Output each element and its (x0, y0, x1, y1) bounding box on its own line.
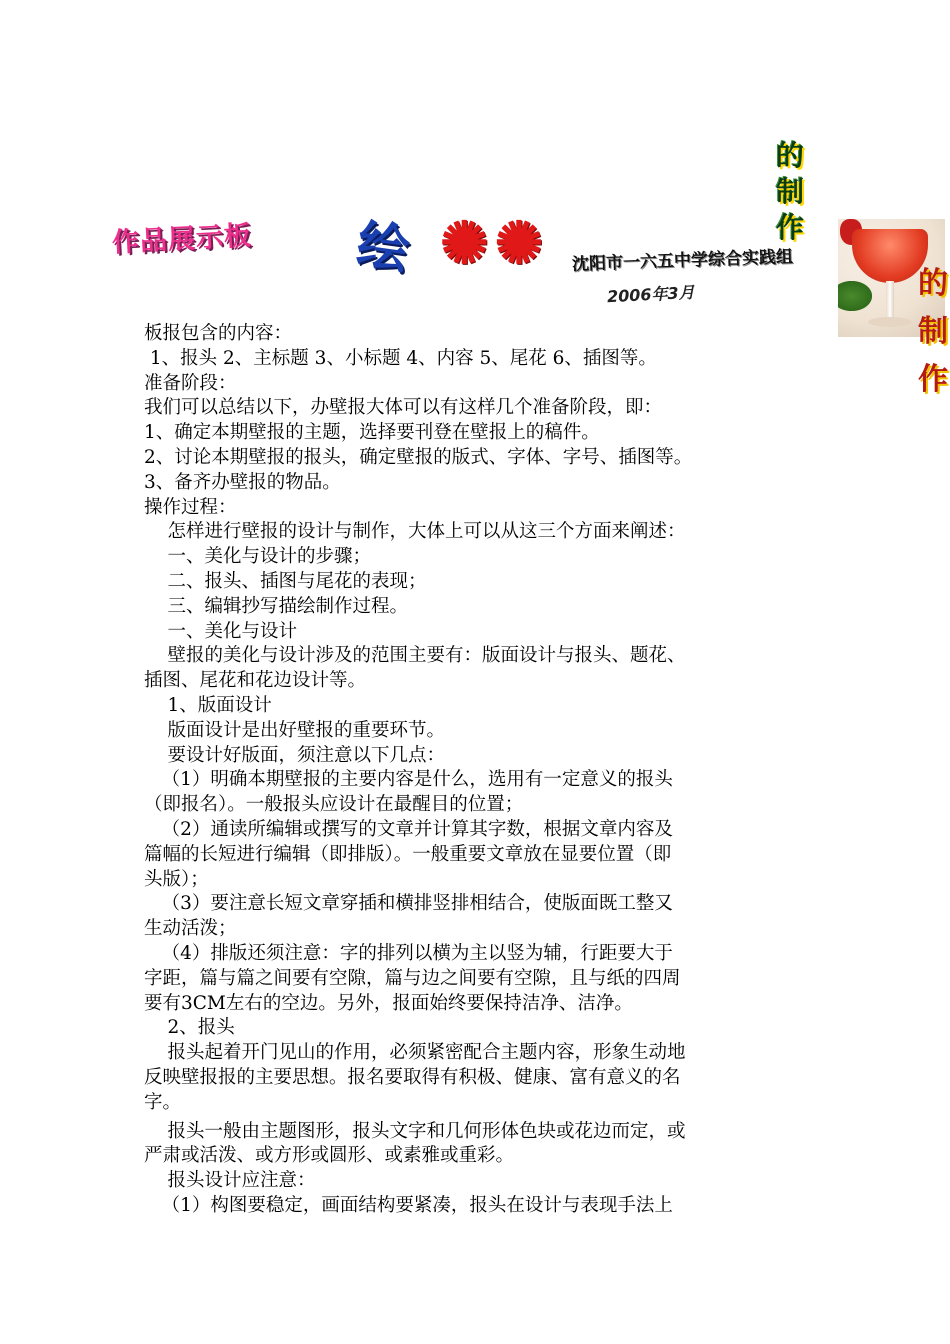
body-text-line: 插图、尾花和花边设计等。 (144, 670, 367, 692)
body-text-line: 准备阶段： (144, 372, 237, 394)
vertical-title-char: 的 (776, 139, 805, 172)
body-text-line: 头版）； (144, 868, 209, 890)
body-text-line: 报头设计应注意： (144, 1170, 316, 1192)
body-text-line: 一、美化与设计的步骤； (144, 546, 372, 568)
mint-leaf-icon (838, 281, 872, 311)
body-text-line: 2、报头 (144, 1017, 235, 1039)
body-text-line: 篇幅的长短进行编辑（即排版）。一般重要文章放在显要位置（即 (144, 843, 672, 865)
body-text-line: 一、美化与设计 (144, 620, 298, 642)
body-text-line: （即报名）。一般报头应设计在最醒目的位置； (144, 794, 524, 816)
body-text-line: 2、讨论本期壁报的报头，确定壁报的版式、字体、字号、插图等。 (144, 446, 693, 468)
body-text-line: 操作过程： (144, 496, 237, 518)
body-text-line: （1）明确本期壁报的主要内容是什么，选用有一定意义的报头 (144, 769, 673, 791)
body-text-line: 要有3CM左右的空边。另外，报面始终要保持洁净、洁净。 (144, 992, 633, 1014)
body-text-line: 3、备齐办壁报的物品。 (144, 471, 341, 493)
body-text-line: 三、编辑抄写描绘制作过程。 (144, 595, 409, 617)
body-text-line: 1、确定本期壁报的主题，选择要刊登在壁报上的稿件。 (144, 422, 600, 444)
body-text-line: 我们可以总结以下，办壁报大体可以有这样几个准备阶段，即： (144, 397, 663, 419)
body-text-line: 版面设计是出好壁报的重要环节。 (144, 719, 446, 741)
body-text-line: 1、报头 2、主标题 3、小标题 4、内容 5、尾花 6、插图等。 (144, 347, 657, 369)
body-text-line: 壁报的美化与设计涉及的范围主要有：版面设计与报头、题花、 (144, 645, 686, 667)
vertical-title-green (776, 138, 804, 246)
sun-flower-icons: ✺✺ (440, 209, 550, 277)
body-text-line: 字。 (144, 1091, 182, 1113)
glass-foot (868, 317, 912, 327)
body-text-line: 要设计好版面，须注意以下几点： (144, 744, 446, 766)
body-text-line: 严肃或活泼、或方形或圆形、或素雅或重彩。 (144, 1145, 515, 1167)
wordart-exhibition-board: 作品展示板 (111, 220, 253, 259)
body-text-line: （4）排版还须注意：字的排列以横为主以竖为辅，行距要大于 (144, 942, 673, 964)
body-text-line: 字距，篇与篇之间要有空隙，篇与边之间要有空隙，且与纸的四周 (144, 967, 681, 989)
vertical-title-char: 制 (776, 175, 805, 208)
body-text-line: 怎样进行壁报的设计与制作，大体上可以从这三个方面来阐述： (144, 521, 686, 543)
body-text-line: 报头起着开门见山的作用，必须紧密配合主题内容，形象生动地 (144, 1042, 686, 1064)
body-text-line: 1、版面设计 (144, 694, 272, 716)
vertical-title-char: 制 (918, 314, 948, 349)
body-text-line: 报头一般由主题图形，报头文字和几何形体色块或花边而定，或 (144, 1120, 686, 1142)
body-text-line: 二、报头、插图与尾花的表现； (144, 570, 427, 592)
body-text-line: 板报包含的内容： (144, 323, 293, 344)
body-text-line: （3）要注意长短文章穿插和横排竖排相结合，使版面既工整又 (144, 893, 673, 915)
vertical-title-char: 作 (918, 362, 948, 397)
body-text-line: （1）构图要稳定，画面结构要紧凑，报头在设计与表现手法上 (144, 1194, 673, 1216)
body-text-line: （2）通读所编辑或撰写的文章并计算其字数，根据文章内容及 (144, 818, 673, 840)
vertical-title-char: 作 (776, 211, 805, 244)
glass-stem (886, 281, 894, 319)
wordart-decorative-character: 绘 (353, 214, 413, 282)
juice-bowl (852, 229, 928, 283)
wordart-date: 2006年3月 (606, 282, 696, 307)
vertical-title-char: 的 (918, 266, 948, 301)
body-text-line: 生动活泼； (144, 918, 237, 940)
wordart-school-name: 沈阳市一六五中学综合实践组 (571, 247, 794, 275)
document-body (144, 322, 809, 1219)
body-text-line: 反映壁报报的主要思想。报名要取得有积极、健康、富有意义的名 (144, 1066, 681, 1088)
vertical-title-red (918, 260, 948, 404)
